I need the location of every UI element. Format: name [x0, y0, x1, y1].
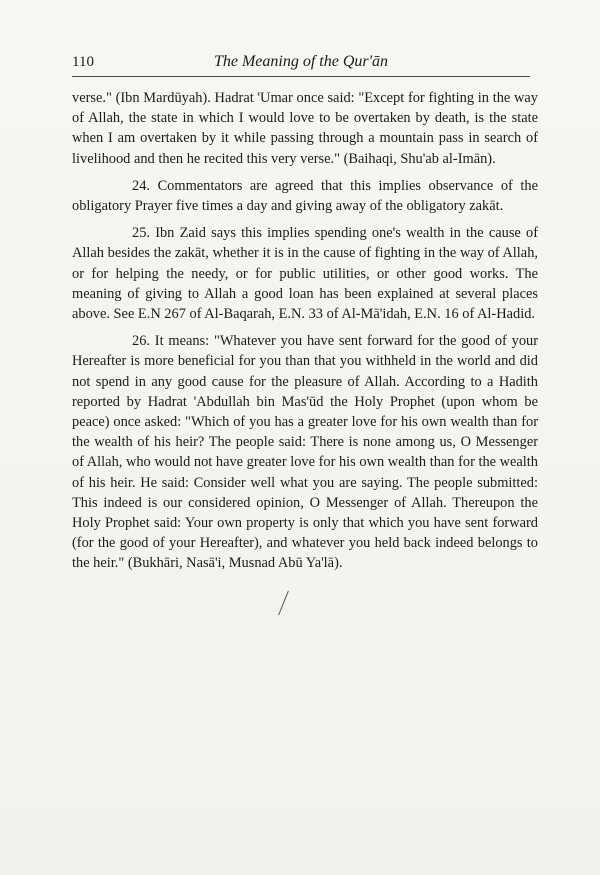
note-26: 26. It means: "Whatever you have sent forward for the good of your Hereafter is more beneficial for you than that you withheld in the world and did not spend in any good cause for the pleasure of Allah. According to a Hadith reported by Hadrat 'Abdullah bin Mas'ūd the Holy Prophet (upon whom be peace) once asked: "Which of you has a greater love for his own wealth than for the wealth of his heir? The people said: There is none among us, O Messenger of Allah, who would not have greater love for his own wealth than for the wealth of his heir. He said: Consider well what you are saying. The people submitted: This indeed is our considered opinion, O Messenger of Allah. Thereupon the Holy Prophet said: Your own property is only that which you have sent forward (for the good of your Hereafter), and whatever you held back indeed belongs to the heir." (Bukhāri, Nasā'i, Musnad Abū Ya'lā). [72, 333, 538, 572]
note-24: 24. Commentators are agreed that this implies observance of the obligatory Prayer five times a day and giving away of the obligatory zakāt. [72, 177, 538, 215]
page-header [72, 52, 530, 77]
pen-mark [278, 591, 289, 615]
continued-paragraph: verse." (Ibn Mardūyah). Hadrat 'Umar once said: "Except for fighting in the way of Allah, the state in which I would love to be overtaken by death, is the state when I am overtaken by it while passing through a mountain pass in search of livelihood and then he recited this very verse." (Baihaqi, Shu'ab al-Imān). [72, 90, 538, 167]
note-25: 25. Ibn Zaid says this implies spending one's wealth in the cause of Allah besides the zakāt, whether it is in the cause of fighting in the way of Allah, or for helping the needy, or for public utilities, or other good works. The meaning of giving to Allah a good loan has been explained at several places above. See E.N 267 of Al-Baqarah, E.N. 33 of Al-Mā'idah, E.N. 16 of Al-Hadid. [72, 225, 538, 323]
main-text [72, 88, 538, 581]
running-title: The Meaning of the Qur'ān [213, 53, 389, 70]
page-number: 110 [72, 54, 94, 70]
